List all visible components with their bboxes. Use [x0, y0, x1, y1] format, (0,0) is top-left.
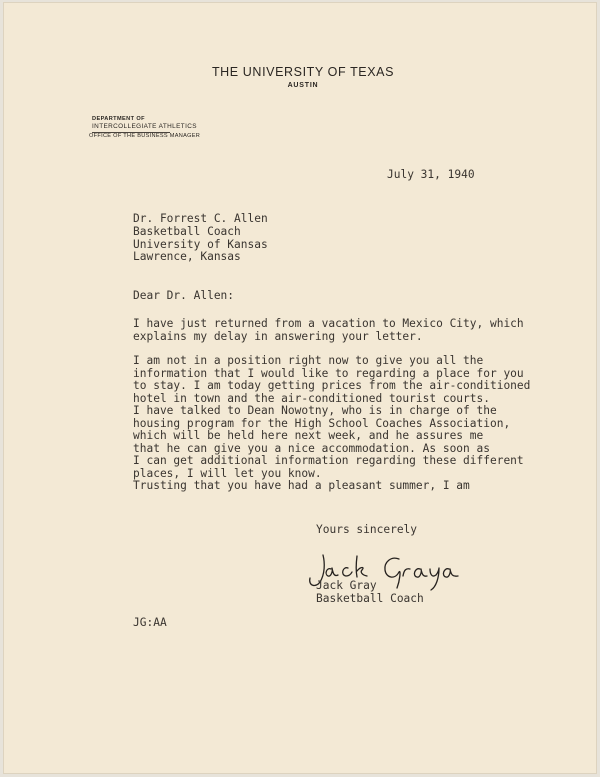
body-line: I can get additional information regarding these different: [133, 454, 524, 468]
body-paragraph: [133, 404, 524, 481]
typist-initials: JG:AA: [133, 616, 167, 629]
signer-title: Basketball Coach: [316, 592, 424, 605]
recipient-line: University of Kansas: [133, 238, 268, 251]
body-line: which will be held here next week, and he assures me: [133, 429, 484, 443]
body-line: I have talked to Dean Nowotny, who is in charge of the: [133, 404, 497, 417]
body-paragraph: [133, 480, 513, 493]
body-line: information that I would like to regarding a place for you: [133, 366, 524, 380]
body-paragraph: [133, 354, 531, 405]
recipient-line: Dr. Forrest C. Allen: [133, 212, 268, 225]
body-line: housing program for the High School Coaches Association,: [133, 416, 511, 430]
body-line: Trusting that you have had a pleasant summer, I am: [133, 479, 470, 492]
body-line: that he can give you a nice accommodation. As soon as: [133, 441, 490, 455]
university-city: AUSTIN: [287, 82, 319, 89]
body-line: hotel in town and the air-conditioned tourist courts.: [133, 391, 490, 405]
university-name: THE UNIVERSITY OF TEXAS: [211, 65, 395, 79]
letter-date: July 31, 1940: [387, 168, 475, 181]
department-line-2: INTERCOLLEGIATE ATHLETICS: [92, 123, 197, 130]
letter-page: [3, 2, 597, 774]
closing: Yours sincerely: [316, 523, 418, 536]
body-line: places, I will let you know.: [133, 466, 322, 480]
body-line: explains my delay in answering your letter.: [133, 329, 423, 343]
department-line-1: DEPARTMENT OF: [92, 116, 145, 122]
recipient-line: Basketball Coach: [133, 225, 241, 238]
body-paragraph: [133, 317, 524, 343]
body-line: to stay. I am today getting prices from the air-conditioned: [133, 379, 531, 393]
department-line-3: OFFICE OF THE BUSINESS MANAGER: [89, 133, 201, 139]
recipient-line: Lawrence, Kansas: [133, 250, 241, 263]
signer-name: Jack Gray: [316, 579, 377, 592]
body-line: I am not in a position right now to give you all the: [133, 354, 484, 367]
body-line: I have just returned from a vacation to Mexico City, which: [133, 317, 524, 330]
salutation: Dear Dr. Allen:: [133, 289, 235, 302]
